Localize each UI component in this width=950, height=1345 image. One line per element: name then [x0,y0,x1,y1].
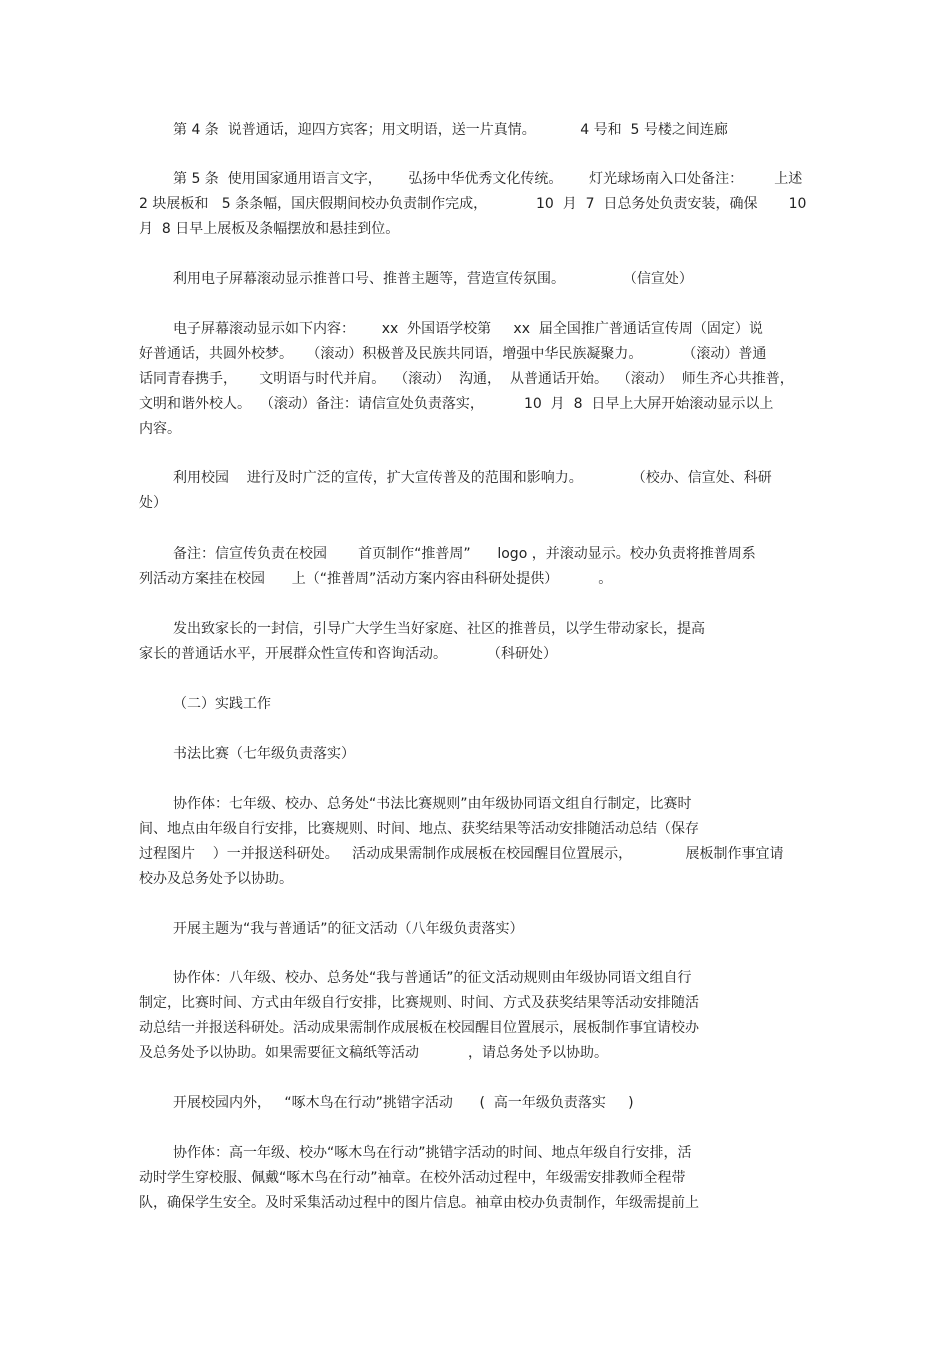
section-heading: （二）实践工作 [173,696,271,712]
text-line: 协作体：高一年级、校办“啄木鸟在行动”挑错字活动的时间、地点年级自行安排，活 [173,1145,692,1161]
subsection-heading: 开展校园内外， “啄木鸟在行动”挑错字活动 ( 高一年级负责落实 ) [173,1095,634,1111]
text-line: 文明和谐外校人。 （滚动）备注：请信宣处负责落实， 10 月 8 日早上大屏开始滚动显示以上 [139,396,774,412]
text-line: 制定，比赛时间、方式由年级自行安排，比赛规则、时间、方式及获奖结果等活动安排随活 [139,995,699,1011]
text-line: 2 块展板和 5 条条幅，国庆假期间校办负责制作完成， 10 月 7 日总务处负责安装，确保 10 [139,196,807,212]
text-line: 动时学生穿校服、佩戴“啄木鸟在行动”袖章。在校外活动过程中，年级需安排教师全程带 [139,1170,686,1186]
text-line: 利用校园 进行及时广泛的宣传，扩大宣传普及的范围和影响力。 （校办、信宣处、科研 [173,470,772,486]
text-line: 第 5 条 使用国家通用语言文字， 弘扬中华优秀文化传统。 灯光球场南入口处备注： 上述 [173,171,803,187]
text-line: 处） [139,495,167,511]
subsection-heading: 开展主题为“我与普通话”的征文活动（八年级负责落实） [173,921,524,937]
text-line: 利用电子屏幕滚动显示推普口号、推普主题等，营造宣传氛围。 （信宣处） [173,271,693,287]
text-line: 月 8 日早上展板及条幅摆放和悬挂到位。 [139,221,400,237]
text-line: 动总结一并报送科研处。活动成果需制作成展板在校园醒目位置展示，展板制作事宜请校办 [139,1020,699,1036]
text-line: 备注：信宣传负责在校园 首页制作“推普周” logo ，并滚动显示。校办负责将推普周系 [173,546,756,562]
text-line: 列活动方案挂在校园 上（“推普周”活动方案内容由科研处提供） 。 [139,571,613,587]
text-line: 发出致家长的一封信，引导广大学生当好家庭、社区的推普员，以学生带动家长，提高 [173,621,705,637]
text-line: 话同青春携手， 文明语与时代并肩。 （滚动） 沟通， 从普通话开始。 （滚动） 师生齐心共推普， [139,371,794,387]
text-line: 校办及总务处予以协助。 [139,871,293,887]
text-line: 协作体：七年级、校办、总务处“书法比赛规则”由年级协同语文组自行制定，比赛时 [173,796,692,812]
text-line: 间、地点由年级自行安排，比赛规则、时间、地点、获奖结果等活动安排随活动总结（保存 [139,821,699,837]
text-line: 及总务处予以协助。如果需要征文稿纸等活动 ，请总务处予以协助。 [139,1045,608,1061]
text-line: 内容。 [139,421,181,437]
text-line: 协作体：八年级、校办、总务处“我与普通话”的征文活动规则由年级协同语文组自行 [173,970,692,986]
text-line: 队，确保学生安全。及时采集活动过程中的图片信息。袖章由校办负责制作，年级需提前上 [139,1195,699,1211]
text-line: 家长的普通话水平，开展群众性宣传和咨询活动。 （科研处） [139,646,558,662]
subsection-heading: 书法比赛（七年级负责落实） [173,746,355,762]
text-line: 电子屏幕滚动显示如下内容： xx 外国语学校第 xx 届全国推广普通话宣传周（固定）说 [173,321,763,337]
text-line: 好普通话，共圆外校梦。 （滚动）积极普及民族共同语，增强中华民族凝聚力。 （滚动）普通 [139,346,767,362]
text-line: 第 4 条 说普通话，迎四方宾客；用文明语，送一片真情。 4 号和 5 号楼之间连廊 [173,122,728,138]
text-line: 过程图片 ）一并报送科研处。 活动成果需制作成展板在校园醒目位置展示， 展板制作事宜请 [139,846,784,862]
